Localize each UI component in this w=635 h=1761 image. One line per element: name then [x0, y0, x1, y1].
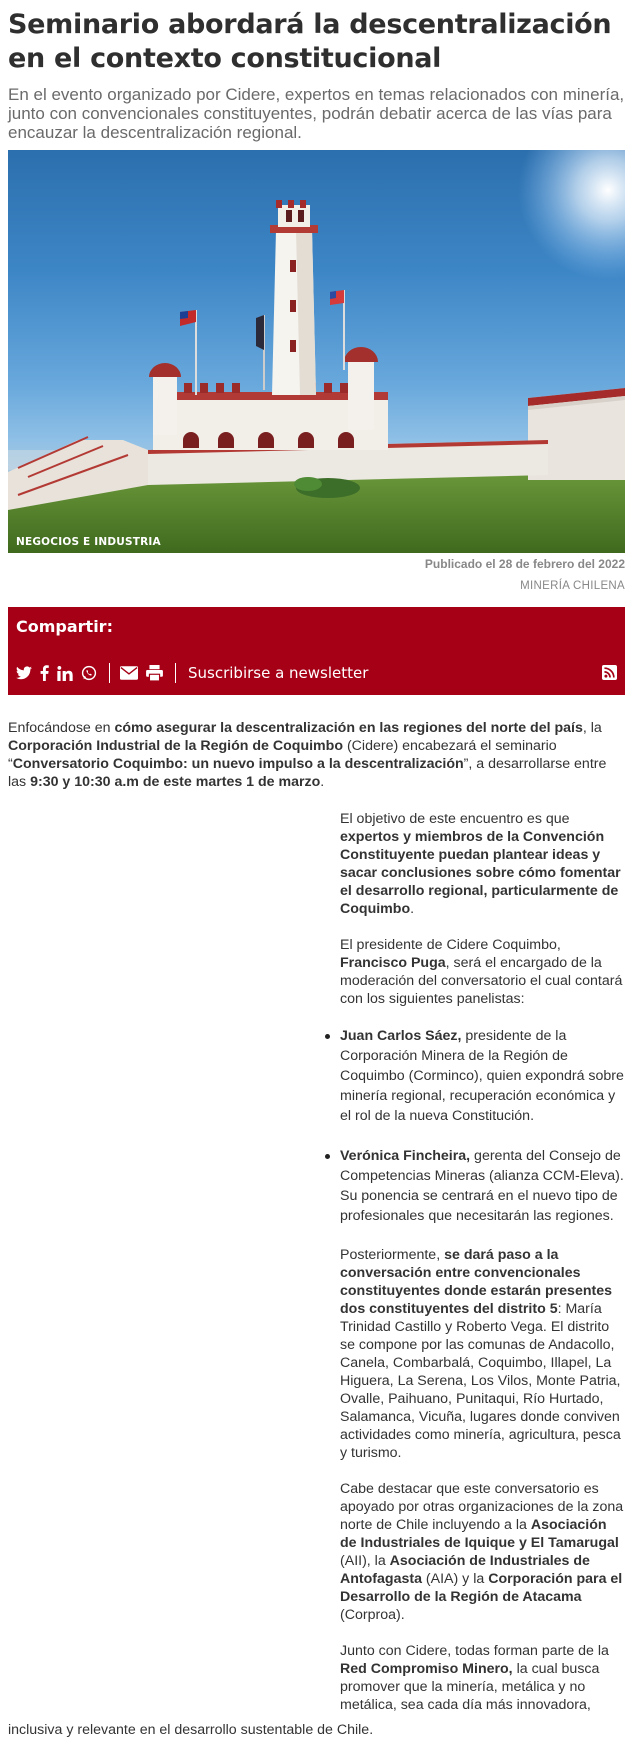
share-divider [109, 663, 110, 683]
panelist-list [340, 1026, 625, 1226]
newsletter-link[interactable]: Suscribirse a newsletter [188, 664, 369, 682]
article-source: MINERÍA CHILENA [520, 580, 625, 592]
twitter-icon[interactable] [16, 663, 32, 683]
print-icon[interactable] [146, 663, 163, 683]
moderator-paragraph: El presidente de Cidere Coquimbo, Francisco Puga, será el encargado de la moderación del conversatorio el cual contará con los siguientes panelistas: [340, 937, 623, 1007]
email-icon[interactable] [120, 663, 138, 683]
article-subhead: En el evento organizado por Cidere, expertos en temas relacionados con minería, junto con convencionales constituyentes, podrán debatir acerca de las vías para encauzar la descentralización regional. [8, 85, 625, 142]
whatsapp-icon[interactable] [81, 663, 97, 683]
share-bar [8, 607, 625, 695]
article-headline: Seminario abordará la descentralización en el contexto constitucional [8, 9, 612, 74]
network-paragraph: Junto con Cidere, todas forman parte de la Red Compromiso Minero, la cual busca promover que la minería, metálica y no metálica, sea cada día más innovadora, [340, 1643, 609, 1713]
constituents-paragraph: Posteriormente, se dará paso a la conversación entre convencionales constituyentes donde estarán presentes dos constituyentes del distrito 5: María Trinidad Castillo y Roberto Vega. El distrito se compone por las comunas de Andacollo, Canela, Combarbalá, Coquimbo, Illapel, La Higuera, La Serena, Los Vilos, Monte Patria, Ovalle, Paihuano, Punitaqui, Río Hurtado, Salamanca, Vicuña, lugares donde conviven actividades como minería, agricultura, pesca y turismo. [340, 1247, 621, 1461]
article-body-column [340, 810, 625, 1732]
rss-icon[interactable] [602, 665, 617, 685]
facebook-icon[interactable] [40, 663, 49, 683]
list-item: Juan Carlos Sáez, presidente de la Corporación Minera de la Región de Coquimbo (Corminco), quien expondrá sobre minería regional, recuperación económica y el rol de la nueva Constitución. [340, 1028, 624, 1124]
share-title: Compartir: [16, 617, 113, 636]
linkedin-icon[interactable] [57, 663, 73, 683]
intro-paragraph: Enfocándose en cómo asegurar la descentralización en las regiones del norte del país, la Corporación Industrial de la Región de Coquimbo (Cidere) encabezará el seminario “Conversatorio Coquimbo: un nuevo impulso a la descentralización”, a desarrollarse entre las 9:30 y 10:30 a.m de este martes 1 de marzo. [8, 720, 607, 790]
objective-paragraph: El objetivo de este encuentro es que expertos y miembros de la Convención Constituyente puedan plantear ideas y sacar conclusiones sobre cómo fomentar el desarrollo regional, particularmente de Coquimbo. [340, 811, 621, 917]
share-icon-row [16, 663, 368, 683]
closing-line: inclusiva y relevante en el desarrollo sustentable de Chile. [8, 1722, 374, 1738]
lighthouse-illustration [8, 150, 625, 553]
hero-image [8, 150, 625, 553]
publish-date: Publicado el 28 de febrero del 2022 [424, 557, 625, 571]
share-divider [175, 663, 176, 683]
supporters-paragraph: Cabe destacar que este conversatorio es apoyado por otras organizaciones de la zona norte de Chile incluyendo a la Asociación de Industriales de Iquique y El Tamarugal (AII), la Asociación de Industriales de Antofagasta (AIA) y la Corporación para el Desarrollo de la Región de Atacama (Corproa). [340, 1481, 624, 1623]
category-label[interactable]: NEGOCIOS E INDUSTRIA [16, 536, 161, 548]
list-item: Verónica Fincheira, gerenta del Consejo de Competencias Mineras (alianza CCM-Eleva). Su ponencia se centrará en el nuevo tipo de profesionales que necesitarán las regiones. [340, 1148, 624, 1224]
